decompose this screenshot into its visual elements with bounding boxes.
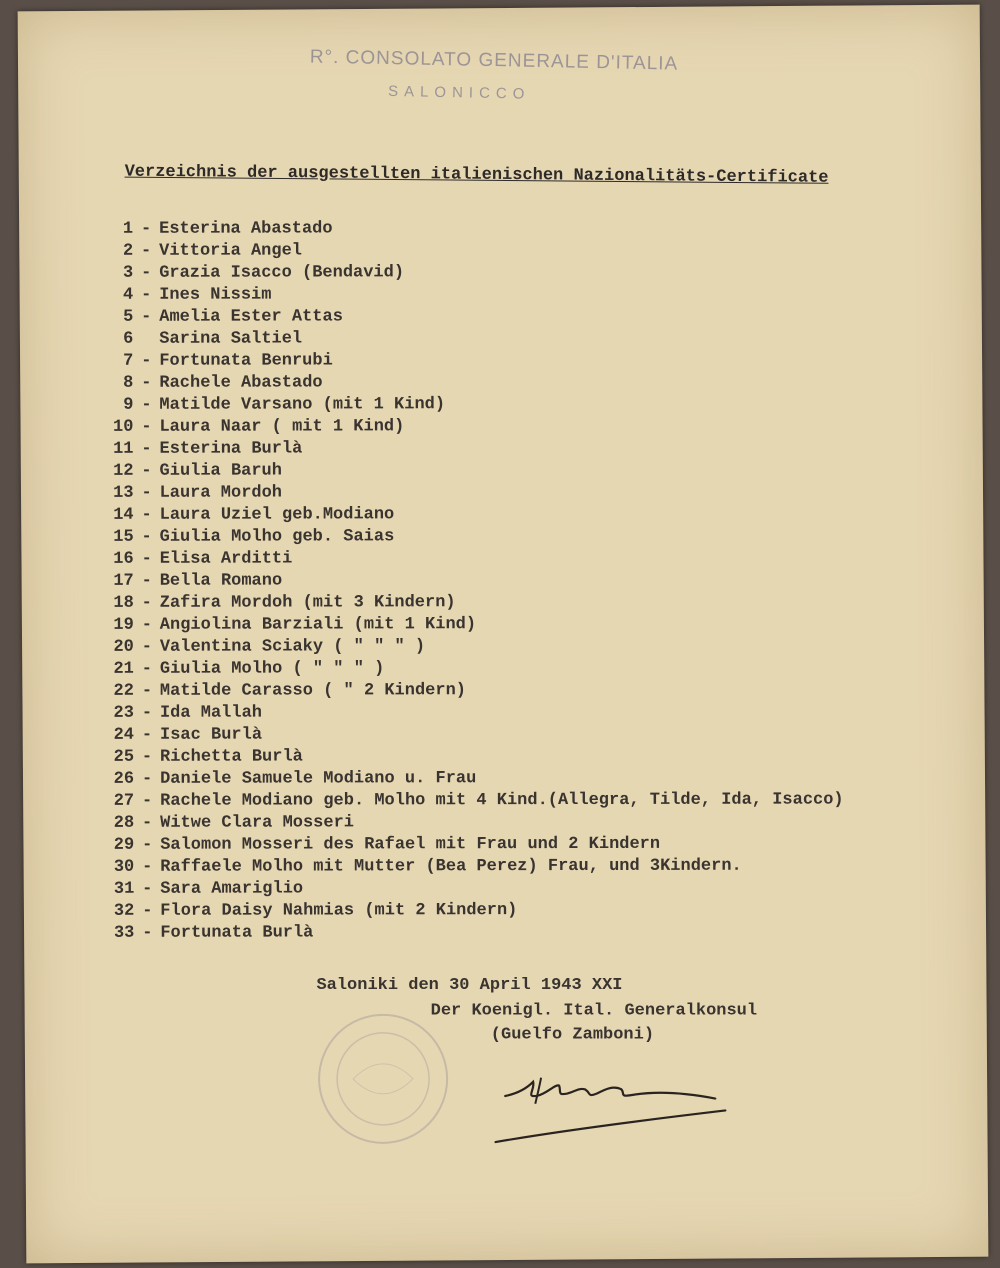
entry-number: 19 — [113, 615, 134, 635]
entry-number: 15 — [113, 527, 134, 547]
list-item — [92, 460, 844, 483]
entry-separator: - — [141, 241, 152, 261]
entry-name: Fortunata Burlà — [160, 923, 314, 943]
entry-number: 29 — [113, 835, 135, 855]
list-item — [92, 526, 844, 549]
entry-separator: - — [141, 395, 152, 415]
letterhead-city: SALONICCO — [387, 82, 531, 103]
entry-number: 18 — [113, 593, 134, 613]
certificate-list — [91, 218, 844, 945]
list-item — [92, 790, 844, 813]
signatory-name: (Guelfo Zamboni) — [490, 1025, 655, 1045]
list-item — [91, 284, 843, 307]
entry-separator: - — [141, 615, 152, 635]
entry-separator: - — [142, 923, 153, 943]
handwritten-signature — [475, 1058, 736, 1150]
list-item — [92, 834, 844, 857]
list-item — [92, 922, 844, 945]
list-item — [92, 680, 844, 703]
entry-name: Witwe Clara Mosseri — [160, 813, 355, 833]
list-item — [91, 240, 843, 263]
entry-name: Giulia Molho geb. Saias — [159, 527, 395, 547]
entry-separator: - — [141, 263, 152, 283]
entry-separator: - — [141, 351, 152, 371]
entry-number: 5 — [123, 307, 134, 327]
signatory-title: Der Koenigl. Ital. Generalkonsul — [430, 1001, 758, 1021]
list-item — [91, 218, 843, 241]
place-date: Saloniki den 30 April 1943 XXI — [316, 976, 623, 996]
entry-separator: - — [141, 681, 153, 701]
entry-number: 25 — [113, 747, 135, 767]
entry-separator: - — [141, 593, 152, 613]
list-item — [92, 856, 844, 879]
entry-number: 21 — [113, 659, 134, 679]
list-item — [92, 702, 844, 725]
list-item — [92, 746, 844, 769]
entry-number: 1 — [122, 219, 134, 239]
entry-number: 23 — [113, 703, 134, 723]
entry-name: Flora Daisy Nahmias (mit 2 Kindern) — [160, 901, 518, 921]
entry-separator: - — [140, 219, 152, 239]
entry-number: 4 — [123, 285, 134, 305]
entry-number: 8 — [123, 373, 134, 393]
list-item — [92, 658, 844, 681]
entry-name: Grazia Isacco (Bendavid) — [159, 263, 405, 283]
entry-name: Laura Naar ( mit 1 Kind) — [159, 417, 405, 437]
entry-name: Bella Romano — [159, 571, 283, 591]
entry-number: 6 — [123, 329, 134, 349]
entry-number: 17 — [113, 571, 134, 591]
list-item — [92, 636, 844, 659]
entry-separator: - — [141, 769, 153, 789]
entry-separator: - — [141, 747, 153, 767]
entry-number: 20 — [113, 637, 134, 657]
list-item — [92, 878, 844, 901]
list-item — [92, 592, 844, 615]
entry-separator: - — [141, 637, 152, 657]
entry-separator: - — [141, 549, 152, 569]
entry-number: 13 — [113, 483, 134, 503]
entry-name: Sara Amariglio — [160, 879, 304, 899]
entry-separator: - — [141, 571, 152, 591]
list-item — [91, 438, 843, 461]
entry-separator: - — [141, 461, 152, 481]
entry-separator: - — [141, 725, 153, 745]
entry-name: Esterina Burlà — [159, 439, 303, 459]
entry-number: 11 — [113, 439, 134, 459]
official-seal — [313, 1008, 454, 1149]
entry-name: Rachele Modiano geb. Molho mit 4 Kind.(Allegra, Tilde, Ida, Isacco) — [160, 790, 844, 811]
entry-name: Laura Mordoh — [159, 483, 283, 503]
letterhead-consulate: R°. CONSOLATO GENERALE D'ITALIA — [309, 46, 679, 75]
entry-number: 31 — [113, 879, 135, 899]
list-item — [91, 262, 843, 285]
entry-name: Amelia Ester Attas — [159, 307, 343, 327]
entry-name: Esterina Abastado — [159, 219, 333, 239]
list-item — [91, 328, 843, 351]
entry-separator: - — [141, 703, 153, 723]
entry-number: 33 — [113, 923, 135, 943]
entry-name: Ida Mallah — [159, 703, 263, 723]
list-item — [92, 900, 844, 923]
list-item — [91, 394, 843, 417]
list-item — [91, 350, 843, 373]
list-item — [92, 724, 844, 747]
entry-number: 26 — [113, 769, 135, 789]
entry-number: 10 — [113, 417, 134, 437]
document-page — [18, 5, 989, 1264]
list-item — [92, 614, 844, 637]
list-item — [91, 416, 843, 439]
entry-separator — [133, 329, 159, 351]
entry-name: Giulia Molho ( " " " ) — [159, 659, 385, 679]
entry-separator: - — [142, 901, 153, 921]
list-item — [92, 548, 844, 571]
list-item — [92, 482, 844, 505]
entry-separator: - — [141, 527, 152, 547]
entry-number: 2 — [122, 241, 134, 261]
document-title: Verzeichnis der ausgestellten italienischen Nazionalitäts-Certificate — [124, 162, 829, 188]
entry-name: Zafira Mordoh (mit 3 Kindern) — [159, 593, 456, 613]
entry-separator: - — [142, 857, 153, 877]
entry-name: Rachele Abastado — [159, 373, 323, 393]
entry-separator: - — [141, 483, 152, 503]
entry-separator: - — [142, 835, 153, 855]
entry-separator: - — [141, 373, 152, 393]
entry-number: 3 — [122, 263, 134, 283]
entry-separator: - — [141, 791, 153, 811]
entry-name: Isac Burlà — [159, 725, 263, 745]
list-item — [91, 372, 843, 395]
entry-name: Daniele Samuele Modiano u. Frau — [160, 769, 477, 789]
list-item — [92, 768, 844, 791]
entry-number: 16 — [113, 549, 134, 569]
entry-name: Valentina Sciaky ( " " " ) — [159, 637, 426, 657]
entry-name: Laura Uziel geb.Modiano — [159, 505, 395, 525]
entry-number: 7 — [123, 351, 134, 371]
list-item — [92, 812, 844, 835]
entry-separator: - — [141, 307, 152, 327]
entry-number: 27 — [113, 791, 135, 811]
list-item — [92, 570, 844, 593]
entry-separator: - — [142, 813, 153, 833]
entry-number: 30 — [113, 857, 135, 877]
entry-number: 14 — [113, 505, 134, 525]
entry-number: 22 — [113, 681, 134, 701]
entry-name: Elisa Arditti — [159, 549, 293, 569]
entry-number: 32 — [113, 901, 135, 921]
entry-separator: - — [141, 285, 152, 305]
entry-name: Raffaele Molho mit Mutter (Bea Perez) Frau, und 3Kindern. — [160, 856, 742, 877]
list-item — [91, 306, 843, 329]
list-item — [92, 504, 844, 527]
entry-name: Vittoria Angel — [159, 241, 302, 261]
entry-name: Giulia Baruh — [159, 461, 282, 481]
entry-name: Matilde Carasso ( " 2 Kindern) — [159, 681, 466, 701]
entry-name: Salomon Mosseri des Rafael mit Frau und 2 Kindern — [160, 834, 661, 855]
entry-number: 12 — [113, 461, 134, 481]
entry-separator: - — [142, 879, 153, 899]
entry-separator: - — [141, 505, 152, 525]
entry-number: 9 — [123, 395, 134, 415]
entry-separator: - — [141, 417, 152, 437]
entry-name: Matilde Varsano (mit 1 Kind) — [159, 395, 446, 415]
entry-number: 24 — [113, 725, 135, 745]
entry-number: 28 — [113, 813, 135, 833]
entry-separator: - — [141, 439, 152, 459]
entry-name: Richetta Burlà — [160, 747, 303, 767]
entry-name: Fortunata Benrubi — [159, 351, 333, 371]
entry-name: Sarina Saltiel — [159, 329, 303, 349]
entry-name: Angiolina Barziali (mit 1 Kind) — [159, 615, 477, 635]
entry-name: Ines Nissim — [159, 285, 272, 305]
entry-separator: - — [141, 659, 152, 679]
